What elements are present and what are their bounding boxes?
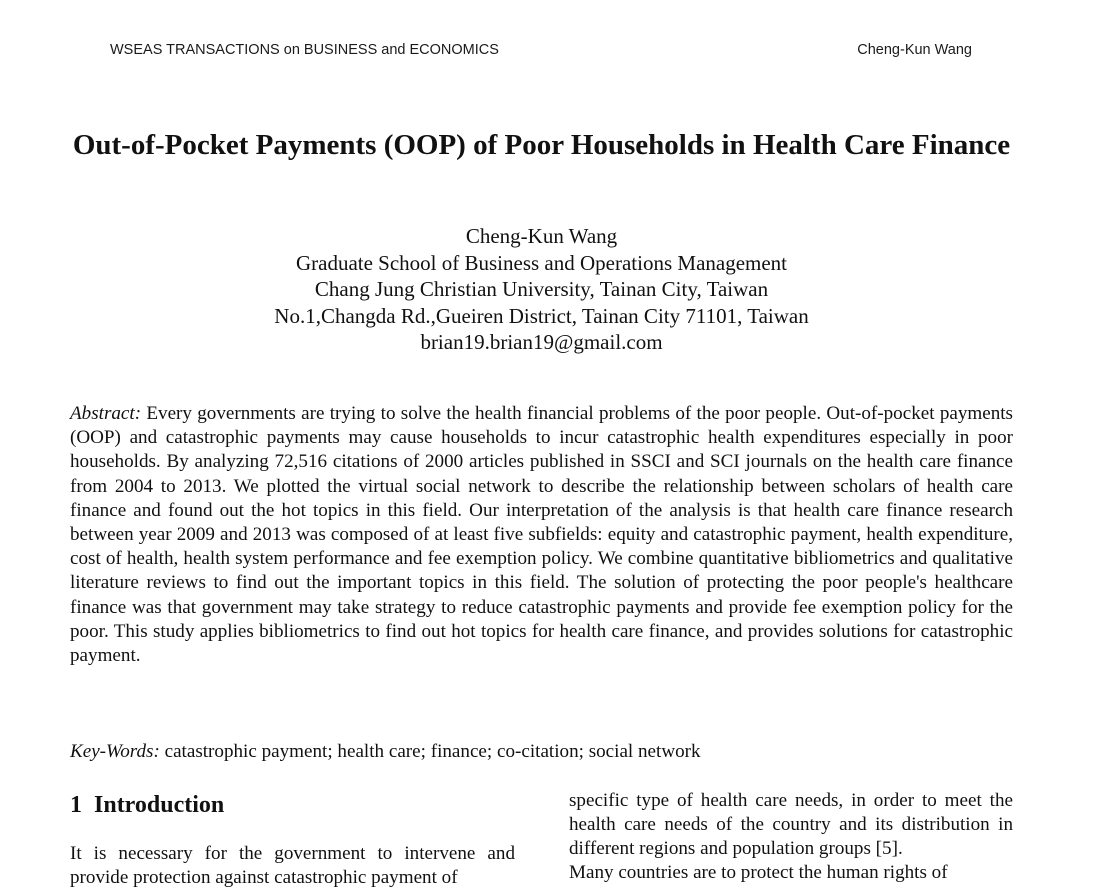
author-university: Chang Jung Christian University, Tainan City, Taiwan	[314, 277, 769, 301]
section-number: 1	[70, 792, 82, 818]
keywords	[70, 740, 1013, 764]
section-title: Introduction	[94, 792, 225, 818]
right-column-paragraph-2: Many countries are to protect the human rights of	[569, 862, 948, 883]
author-block	[70, 223, 1013, 356]
author-name: Cheng-Kun Wang	[465, 224, 618, 248]
author-address: No.1,Changda Rd.,Gueiren District, Tainan City 71101, Taiwan	[274, 303, 809, 328]
journal-name: WSEAS TRANSACTIONS on BUSINESS and ECONOMICS	[110, 42, 499, 58]
abstract-label: Abstract:	[70, 403, 142, 424]
running-author: Cheng-Kun Wang	[857, 42, 972, 58]
paper-title: Out-of-Pocket Payments (OOP) of Poor Households in Health Care Finance	[72, 129, 1011, 161]
author-email: brian19.brian19@gmail.com	[420, 330, 663, 354]
abstract-text: Every governments are trying to solve the health financial problems of the poor people. Out-of-pocket payments (OOP) and catastrophic payments may cause households to incur catastrophic health expenditures especially in poor households. By analyzing 72,516 citations of 2000 articles published in SSCI and SCI journals on the health care finance from 2004 to 2013. We plotted the virtual social network to describe the relationship between scholars of health care finance and found out the hot topics in this field. Our interpretation of the analysis is that health care finance research between year 2009 and 2013 was composed of at least five subfields: equity and catastrophic payment, health expenditure, cost of health, health system performance and fee exemption policy. We combine quantitative bibliometrics and qualitative literature reviews to find out the important topics in this field. The solution of protecting the poor people's healthcare finance was that government may take strategy to reduce catastrophic payments and provide fee exemption policy for the poor. This study applies bibliometrics to find out hot topics for health care finance, and provides solutions for catastrophic payment.	[70, 403, 1013, 667]
abstract	[70, 402, 1013, 668]
left-column-paragraph: It is necessary for the government to intervene and provide protection against catastrophic payment of	[70, 843, 515, 888]
keywords-label: Key-Words:	[70, 741, 160, 762]
keywords-text: catastrophic payment; health care; finance; co-citation; social network	[164, 741, 701, 762]
author-department: Graduate School of Business and Operations Management	[295, 250, 788, 275]
section-heading-introduction	[70, 790, 224, 820]
right-column-paragraph-1: specific type of health care needs, in order to meet the health care needs of the country and its distribution in different regions and population groups [5].	[569, 790, 1013, 859]
right-column	[569, 789, 1013, 885]
